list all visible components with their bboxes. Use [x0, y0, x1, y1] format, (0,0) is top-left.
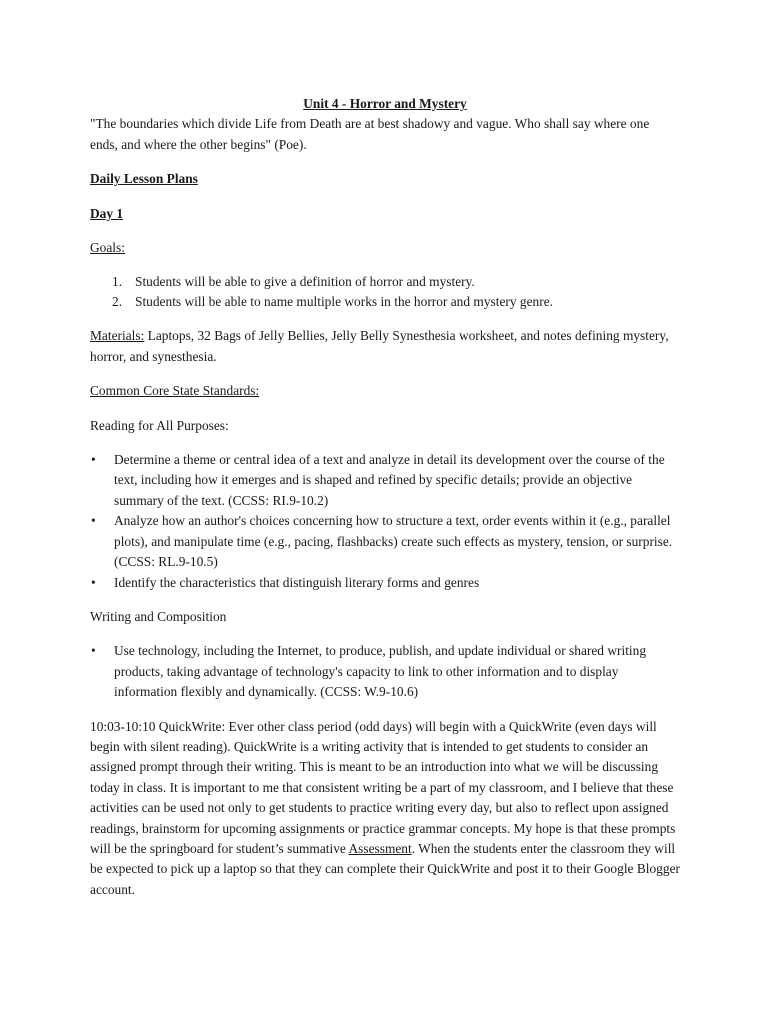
- document-page: [90, 94, 680, 900]
- quickwrite-text: 10:03-10:10 QuickWrite: Ever other class period (odd days) will begin with a QuickWrite (even days will begin with silent reading). QuickWrite is a writing activity that is intended to get students to consider an assigned prompt through their writing. This is meant to be an introduction into what we will be discussing today in class. It is important to me that consistent writing be a part of my classroom, and I believe that these activities can be used not only to get students to practice writing every day, but also to reflect upon assigned readings, brainstorm for upcoming assignments or practice grammar concepts. My hope is that these prompts will be the springboard for student’s summative: [90, 718, 676, 856]
- writing-standards-list: [90, 641, 680, 702]
- reading-heading: Reading for All Purposes:: [90, 417, 229, 433]
- standard-text: Determine a theme or central idea of a text and analyze in detail its development over the course of the text, including how it emerges and is shaped and refined by specific details; provide an objective summary of the text. (CCSS: RI.9-10.2): [114, 452, 665, 508]
- materials-paragraph: [90, 326, 680, 367]
- quickwrite-paragraph: [90, 717, 680, 901]
- daily-lesson-plans-heading: Daily Lesson Plans: [90, 171, 198, 187]
- goal-item: [90, 292, 680, 312]
- goals-label: Goals:: [90, 240, 125, 256]
- goal-text: Students will be able to name multiple works in the horror and mystery genre.: [135, 294, 553, 310]
- standard-item: [90, 450, 680, 511]
- assessment-link[interactable]: Assessment: [348, 840, 412, 856]
- goal-number: 2.: [112, 294, 123, 310]
- bullet-icon: •: [91, 513, 96, 529]
- bullet-icon: •: [91, 452, 96, 468]
- materials-label: Materials:: [90, 328, 145, 344]
- standard-item: [90, 511, 680, 572]
- standard-text: Analyze how an author's choices concerning how to structure a text, order events within it (e.g., parallel plots), and manipulate time (e.g., pacing, flashbacks) create such effects as mystery, tension, or surprise. (CCSS: RL.9-10.5): [114, 513, 673, 570]
- standard-item: [90, 641, 680, 702]
- bullet-icon: •: [91, 574, 96, 590]
- goal-number: 1.: [112, 274, 123, 290]
- goal-text: Students will be able to give a definition of horror and mystery.: [135, 274, 475, 290]
- reading-standards-list: [90, 450, 680, 593]
- materials-text: Laptops, 32 Bags of Jelly Bellies, Jelly Belly Synesthesia worksheet, and notes defining mystery, horror, and synesthesia.: [90, 328, 669, 364]
- standards-label: Common Core State Standards:: [90, 383, 260, 399]
- bullet-icon: •: [91, 643, 96, 659]
- unit-title: Unit 4 - Horror and Mystery: [303, 96, 467, 111]
- quickwrite-text-end: . When the students enter the classroom they will be expected to pick up a laptop so that they can complete their QuickWrite and post it to their Google Blogger account.: [90, 840, 680, 897]
- standard-text: Use technology, including the Internet, to produce, publish, and update individual or shared writing products, taking advantage of technology's capacity to link to other information and to display information flexibly and dynamically. (CCSS: W.9-10.6): [114, 643, 647, 700]
- day-heading: Day 1: [90, 205, 124, 221]
- epigraph-quote: "The boundaries which divide Life from Death are at best shadowy and vague. Who shall say where one ends, and where the other begins" (Poe).: [90, 116, 650, 152]
- goals-list: [90, 272, 680, 312]
- goal-item: [90, 272, 680, 292]
- standard-item: [90, 573, 680, 593]
- writing-heading: Writing and Composition: [90, 608, 227, 624]
- standard-text: Identify the characteristics that distinguish literary forms and genres: [114, 574, 480, 590]
